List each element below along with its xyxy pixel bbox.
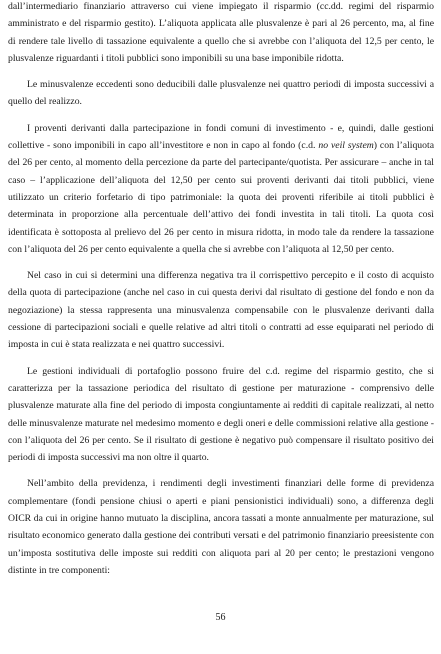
paragraph-text: Nel caso in cui si determini una differenza negativa tra il corrispettivo percepito e il costo di acquisto della quota di partecipazione (anche nel caso in cui questa derivi dal risultato di gestione del fondo e non da negoziazione) la stessa rappresenta una minusvalenza compensabile con le plusvalenze derivanti dalla cessione di partecipazioni sociali e quelle relative ad altri titoli o contratti ad esse equiparati nel periodo di imposta in cui è stata realizzata e nei quattro successivi.: [8, 270, 434, 351]
paragraph-gap: [8, 258, 434, 267]
paragraph: [8, 267, 434, 353]
paragraph: [8, 76, 434, 111]
paragraph: [8, 120, 434, 258]
paragraph-gap: [8, 354, 434, 363]
paragraph-gap: [8, 67, 434, 76]
page-number: 56: [215, 612, 226, 623]
paragraph-gap: [8, 466, 434, 475]
body-text: [8, 0, 434, 579]
paragraph-text: Nell’ambito della previdenza, i rendimenti degli investimenti finanziari delle forme di previdenza complementare (fondi pensione chiusi o aperti e piani pensionistici individuali) sono, a differenza degli OICR da cui in origine hanno mutuato la disciplina, ancora tassati a monte annualmente per maturazione, sul risultato economico generato dalla gestione dei contributi versati e del patrimonio finanziario preesistente con un’imposta sostitutiva delle imposte sui redditi con aliquota pari al 20 per cento; le prestazioni vengono distinte in tre componenti:: [8, 478, 434, 576]
italic-term: no veil system: [318, 140, 374, 152]
paragraph: [8, 363, 434, 467]
paragraph: [8, 475, 434, 579]
paragraph: [8, 0, 434, 67]
paragraph-text: Le minusvalenze eccedenti sono deducibili dalle plusvalenze nei quattro periodi di imposta successivi a quello del realizzo.: [8, 79, 434, 108]
paragraph-text: dall’intermediario finanziario attraverso cui viene impiegato il risparmio (cc.dd. regimi del risparmio amministrato e del risparmio gestito). L’aliquota applicata alle plusvalenze è pari al 26 percento, ma, al fine di rendere tale livello di tassazione equivalente a quello che si avrebbe con l’aliquota del 12,5 per cento, le plusvalenze riguardanti i titoli pubblici sono imponibili su una base imponibile ridotta.: [8, 1, 434, 64]
paragraph-text: ) con l’aliquota del 26 per cento, al momento della percezione da parte del partecipante/quotista. Per assicurare – anche in tal caso – l’applicazione dell’aliquota del 12,50 per cento sui proventi derivanti dai titoli pubblici, viene utilizzato un criterio forfetario di tipo patrimoniale: la quota dei proventi riferibile ai titoli pubblici è determinata in proporzione alla percentuale dell’attivo dei fondi investita in tali titoli. La quota così identificata è sottoposta al prelievo del 26 per cento in misura ridotta, in modo tale da rendere la tassazione con l’aliquota del 26 per cento equivalente a quella che si avrebbe con l’aliquota al 12,50 per cento.: [8, 140, 434, 255]
paragraph-text: I proventi derivanti dalla partecipazione in fondi comuni di investimento - e, quindi, dalle gestioni collettive - sono imponibili in capo all’investitore e non in capo al fondo (c.d.: [8, 122, 434, 152]
paragraph-gap: [8, 111, 434, 120]
paragraph-text: Le gestioni individuali di portafoglio possono fruire del c.d. regime del risparmio gestito, che si caratterizza per la tassazione periodica del risultato di gestione per maturazione - comprensivo delle plusvalenze maturate alla fine del periodo di imposta congiuntamente ai redditi di capitale realizzati, al netto delle minusvalenze maturate nel medesimo momento e degli oneri e delle commissioni relative alla gestione - con l’aliquota del 26 per cento. Se il risultato di gestione è negativo può compensare il risultato positivo dei periodi di imposta successivi ma non oltre il quarto.: [8, 365, 434, 464]
